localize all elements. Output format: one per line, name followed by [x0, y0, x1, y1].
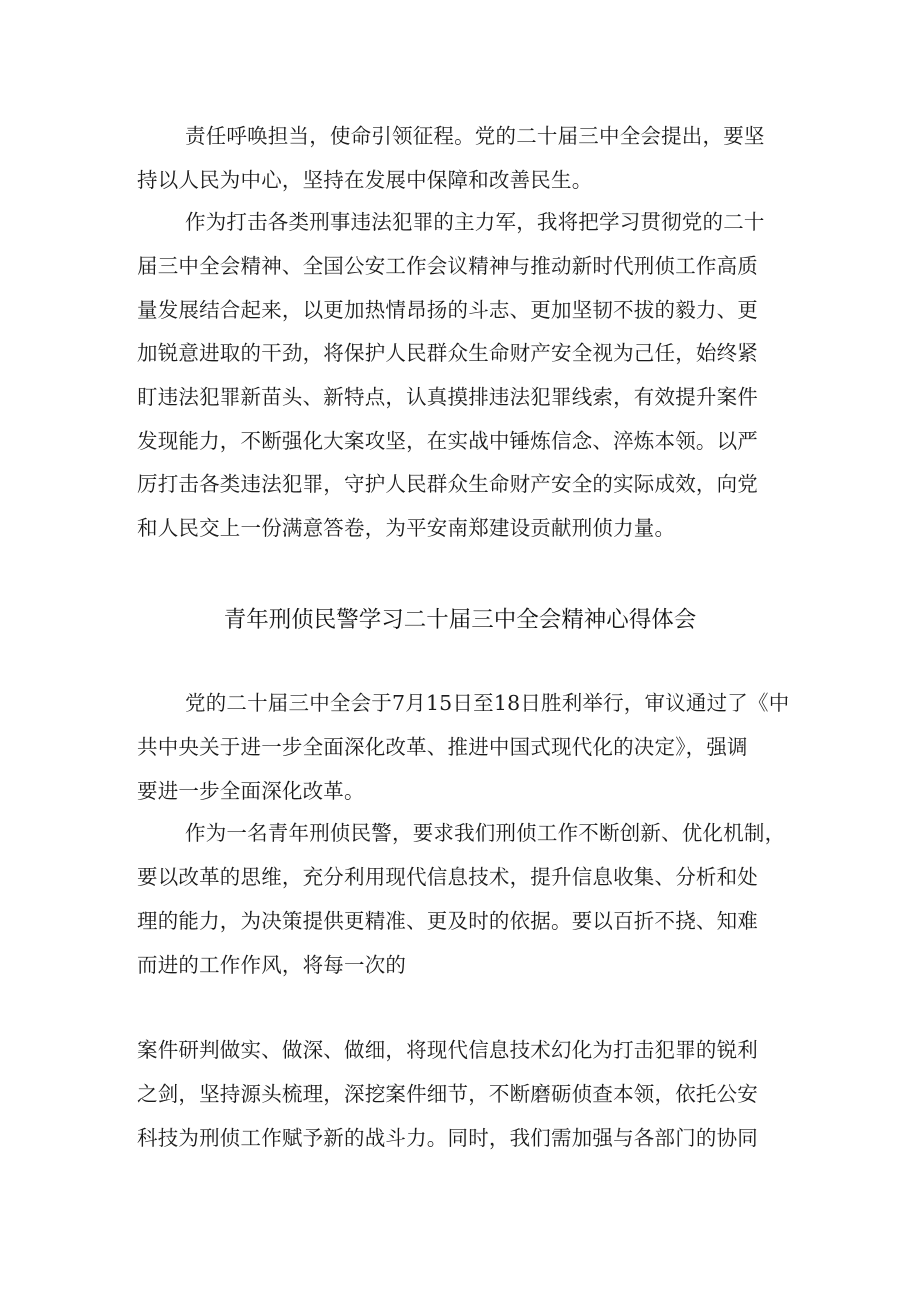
- paragraph-line: 要以改革的思维，充分利用现代信息技术，提升信息收集、分析和处: [137, 865, 758, 889]
- paragraph-line: 加锐意进取的干劲，将保护人民群众生命财产安全视为己任，始终紧: [137, 341, 758, 365]
- paragraph-line: 要进一步全面深化改革。: [137, 779, 365, 803]
- paragraph-line: 和人民交上一份满意答卷，为平安南郑建设贡献刑侦力量。: [137, 516, 676, 540]
- paragraph-line: 共中央关于进一步全面深化改革、推进中国式现代化的决定》，强调: [137, 735, 748, 759]
- paragraph-line: 之剑，坚持源头梳理，深挖案件细节，不断磨砺侦查本领，依托公安: [137, 1082, 758, 1106]
- paragraph-line: 盯违法犯罪新苗头、新特点，认真摸排违法犯罪线索，有效提升案件: [137, 385, 758, 409]
- paragraph-line: 案件研判做实、做深、做细，将现代信息技术幻化为打击犯罪的锐利: [137, 1038, 758, 1062]
- paragraph-line: 持以人民为中心，坚持在发展中保障和改善民生。: [137, 168, 593, 192]
- paragraph-line: 科技为刑侦工作赋予新的战斗力。同时，我们需加强与各部门的协同: [137, 1126, 758, 1150]
- paragraph-line: 作为打击各类刑事违法犯罪的主力军，我将把学习贯彻党的二十: [185, 210, 765, 234]
- paragraph-line: 厉打击各类违法犯罪，守护人民群众生命财产安全的实际成效，向党: [137, 472, 758, 496]
- paragraph-line: 理的能力，为决策提供更精准、更及时的依据。要以百折不挠、知难: [137, 909, 758, 933]
- paragraph-line: 而进的工作作风，将每一次的: [137, 953, 407, 977]
- paragraph-line: 发现能力，不断强化大案攻坚，在实战中锤炼信念、淬炼本领。以严: [137, 429, 758, 453]
- paragraph-line: 届三中全会精神、全国公安工作会议精神与推动新时代刑侦工作高质: [137, 254, 758, 278]
- paragraph-line: 党的二十届三中全会于7月15日至18日胜利举行，审议通过了《中: [185, 691, 790, 715]
- paragraph-line: 责任呼唤担当，使命引领征程。党的二十届三中全会提出，要坚: [185, 124, 765, 148]
- paragraph-line: 作为一名青年刑侦民警，要求我们刑侦工作不断创新、优化机制，: [185, 821, 786, 845]
- document-title: 青年刑侦民警学习二十届三中全会精神心得体会: [223, 607, 697, 633]
- paragraph-line: 量发展结合起来，以更加热情昂扬的斗志、更加坚韧不拔的毅力、更: [137, 298, 758, 322]
